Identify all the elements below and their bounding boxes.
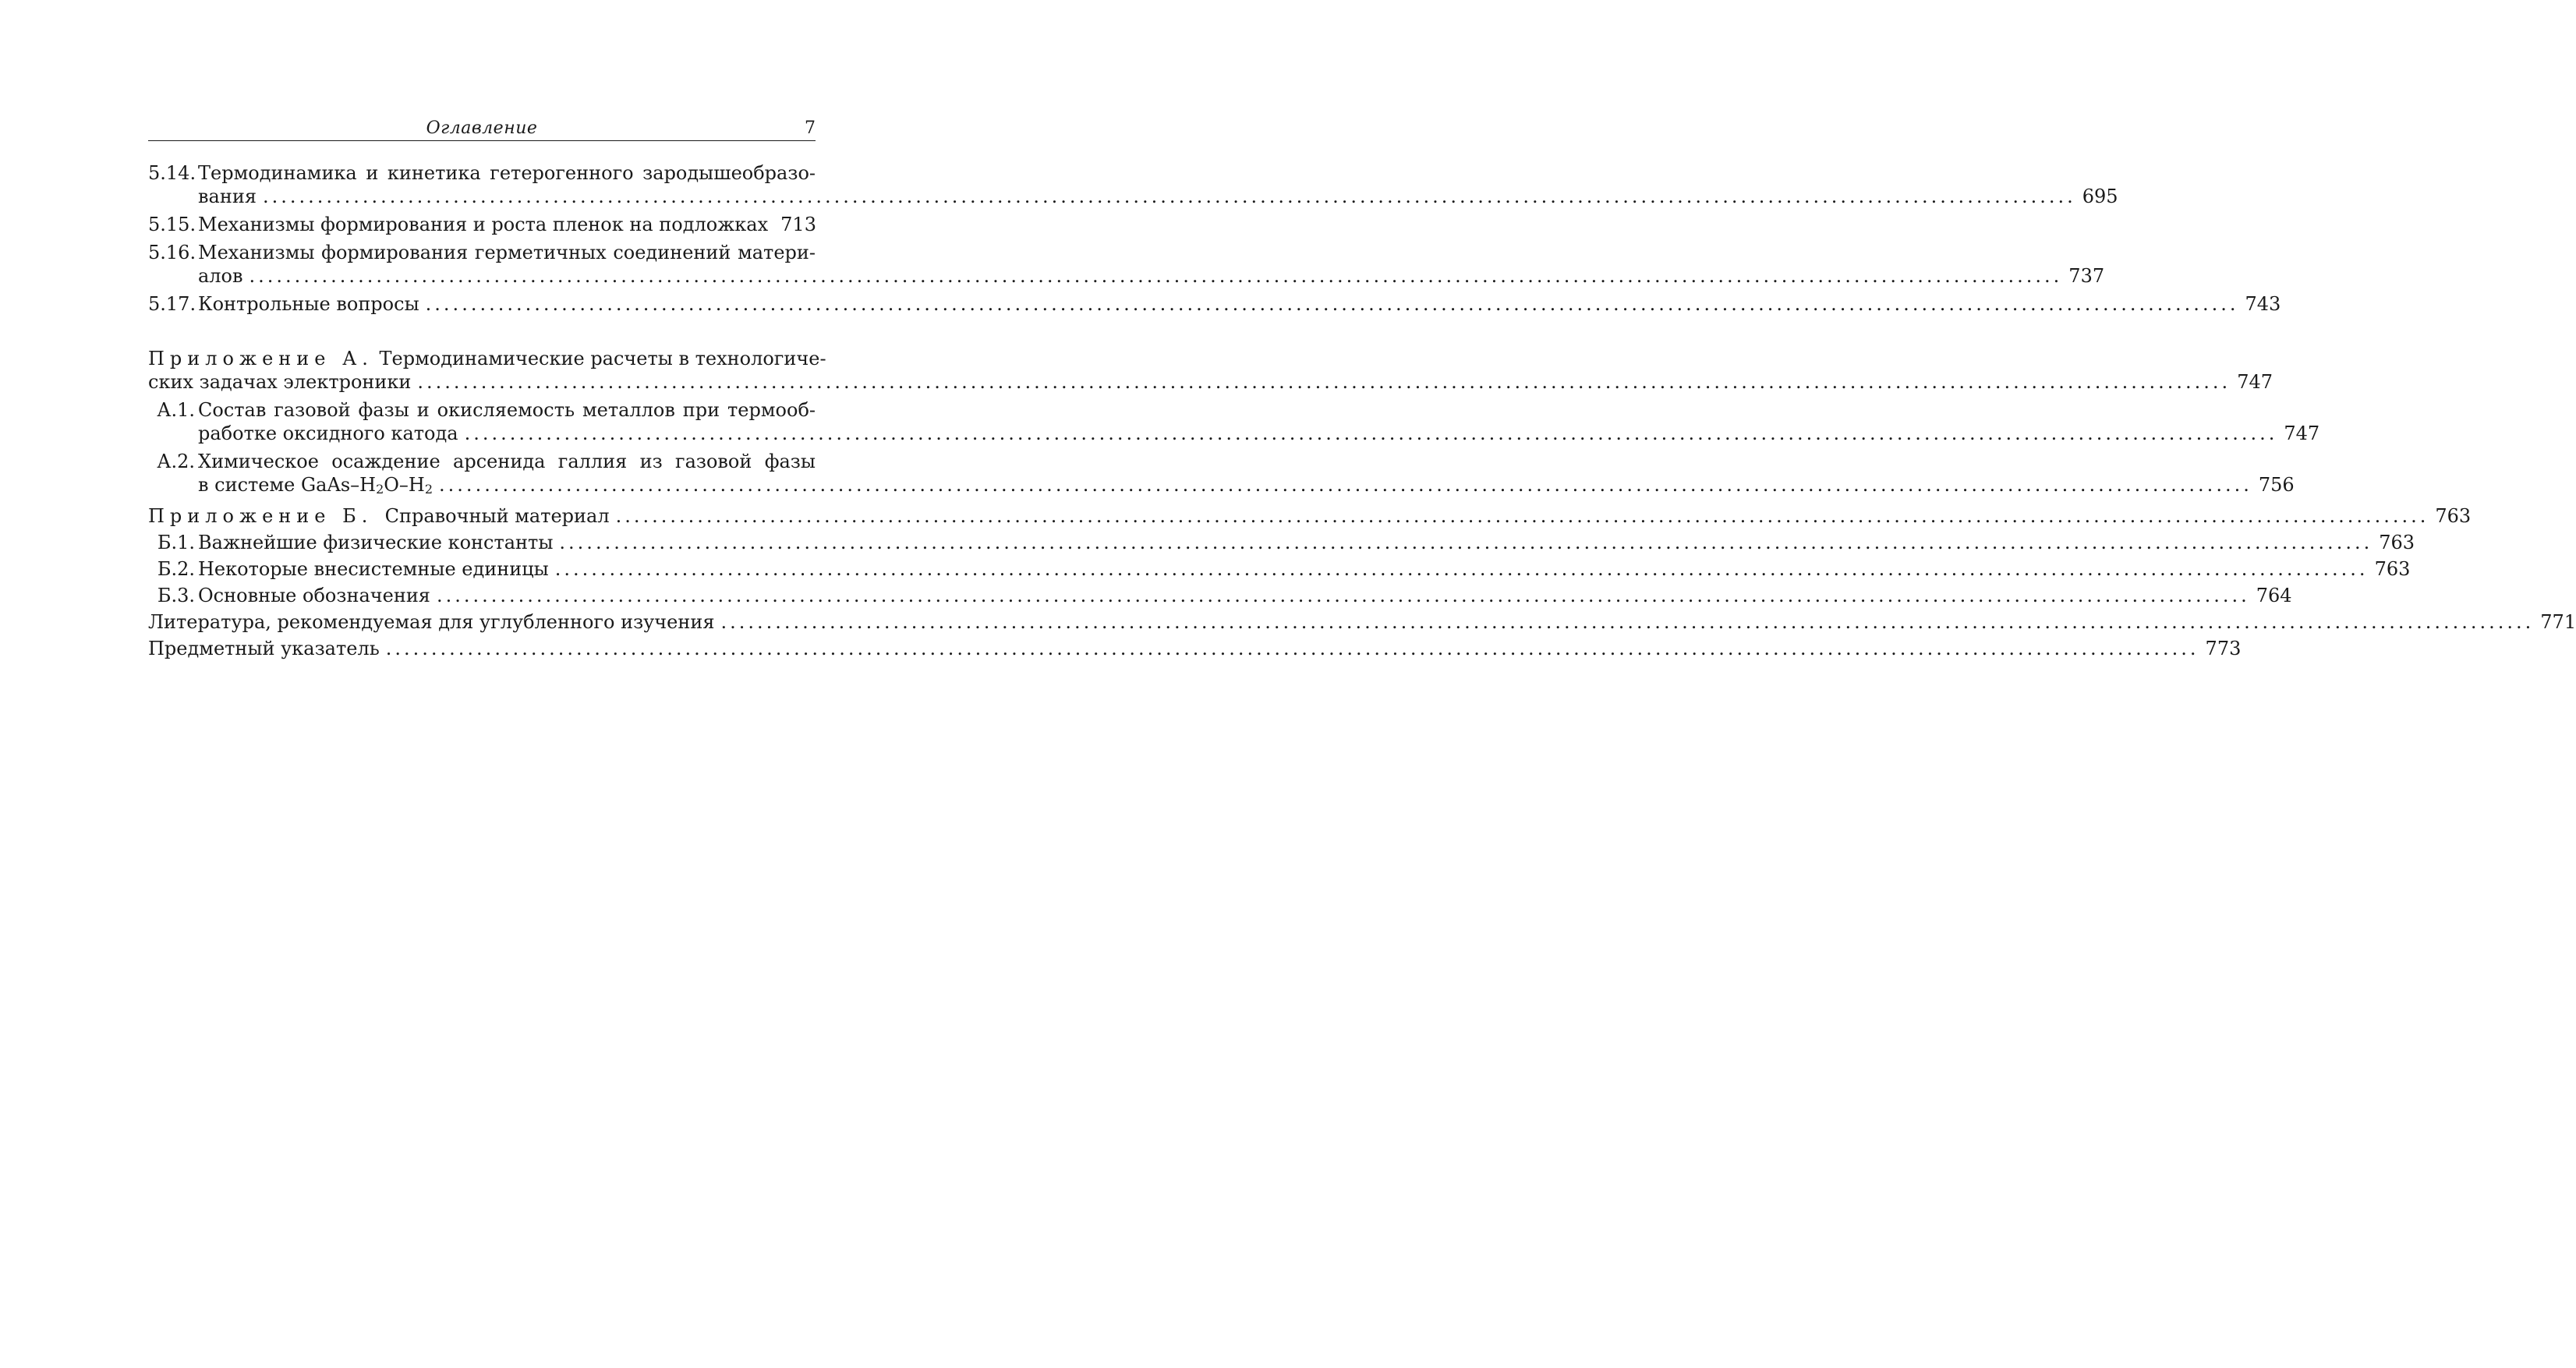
dot-leader: ........................................................................................................................................................................................................ [615, 505, 2429, 527]
entry-number: 5.17. [148, 293, 196, 315]
dot-leader: ........................................................................................................................................................................................................ [249, 265, 2063, 287]
entry-title-line1: Механизмы формирования герметичных соединений матери- [198, 242, 816, 263]
subscript: 2 [424, 482, 433, 497]
appendix-label: Приложение А. [148, 348, 373, 369]
entry-page: 763 [2374, 558, 2411, 580]
entry-number: Б.1. [157, 532, 195, 553]
entry-number: Б.2. [157, 558, 195, 580]
entry-page: 743 [2245, 293, 2281, 315]
entry-title-line1: Термодинамика и кинетика гетерогенного зародышеобразо- [198, 162, 816, 184]
dot-leader: ........................................................................................................................................................................................................ [417, 371, 2231, 393]
entry-title: Контрольные вопросы [198, 293, 419, 315]
entry-page: 756 [2258, 474, 2295, 496]
entry-title-line2: вания [198, 186, 257, 207]
dot-leader: ........................................................................................................................................................................................................ [559, 532, 2373, 553]
entry-page: 763 [2379, 532, 2415, 553]
appendix-label: Приложение Б. [148, 505, 373, 527]
toc-entry-5-17[interactable] [148, 292, 2281, 316]
dot-leader: ........................................................................................................................................................................................................ [436, 585, 2250, 606]
entry-title-line1: Химическое осаждение арсенида галлия из газовой фазы [198, 451, 816, 472]
toc-entry-5-14[interactable] [148, 161, 2118, 208]
entry-title: Механизмы формирования и роста пленок на подложках [198, 214, 769, 235]
entry-number: А.1. [157, 399, 195, 421]
entry-title-line2: ских задачах электроники [148, 371, 412, 393]
toc-entry-a-2[interactable] [148, 450, 2295, 501]
entry-title-line2: работке оксидного катода [198, 422, 458, 444]
dot-leader: ........................................................................................................................................................................................................ [464, 422, 2278, 444]
toc-entry-subject-index[interactable] [148, 637, 2242, 660]
dot-leader: ........................................................................................................................................................................................................ [262, 186, 2076, 207]
toc-entry-b-3[interactable] [148, 584, 2292, 607]
entry-title-line1: Термодинамические расчеты в технологиче- [379, 348, 826, 369]
dot-leader: ........................................................................................................................................................................................................ [385, 638, 2199, 659]
page-number: 7 [805, 118, 816, 138]
dot-leader: ........................................................................................................................................................................................................ [439, 474, 2252, 496]
entry-title: Важнейшие физические константы [198, 532, 554, 553]
entry-title-line1: Состав газовой фазы и окисляемость металлов при термооб- [198, 399, 816, 421]
entry-number: А.2. [157, 451, 195, 472]
entry-title: Справочный материал [384, 505, 610, 527]
subscript: 2 [376, 482, 384, 497]
entry-page: 747 [2237, 371, 2273, 393]
entry-page: 747 [2284, 422, 2320, 444]
table-of-contents [148, 161, 2576, 660]
toc-entry-literature[interactable] [148, 610, 2576, 634]
entry-number: 5.16. [148, 242, 196, 263]
entry-title: Некоторые внесистемные единицы [198, 558, 549, 580]
entry-page: 713 [780, 214, 816, 235]
entry-number: Б.3. [157, 585, 195, 606]
toc-entry-5-15[interactable] [148, 213, 816, 236]
toc-entry-b-1[interactable] [148, 531, 2415, 554]
entry-page: 695 [2082, 186, 2118, 207]
running-header [148, 117, 816, 141]
entry-page: 764 [2256, 585, 2292, 606]
toc-entry-appendix-a[interactable] [148, 347, 2273, 394]
entry-title-line2: в системе GaAs–$H_2O-H_2$ [198, 474, 433, 497]
dot-leader: ........................................................................................................................................................................................................ [425, 293, 2239, 315]
toc-entry-a-1[interactable] [148, 398, 2320, 445]
entry-page: 763 [2435, 505, 2472, 527]
toc-entry-b-2[interactable] [148, 557, 2411, 581]
dot-leader: ........................................................................................................................................................................................................ [720, 611, 2535, 633]
section-gap [148, 316, 816, 347]
entry-number: 5.15. [148, 214, 196, 235]
toc-entry-appendix-b[interactable] [148, 504, 2472, 528]
dot-leader: ........................................................................................................................................................................................................ [554, 558, 2369, 580]
entry-title: Литература, рекомендуемая для углубленного изучения [148, 611, 715, 633]
entry-page: 773 [2205, 638, 2242, 659]
entry-page: 771 [2540, 611, 2576, 633]
entry-title: Основные обозначения [198, 585, 430, 606]
running-title: Оглавление [426, 118, 538, 138]
entry-number: 5.14. [148, 162, 196, 184]
entry-page: 737 [2068, 265, 2105, 287]
entry-title: Предметный указатель [148, 638, 380, 659]
entry-title-line2: алов [198, 265, 243, 287]
toc-entry-5-16[interactable] [148, 241, 2105, 288]
